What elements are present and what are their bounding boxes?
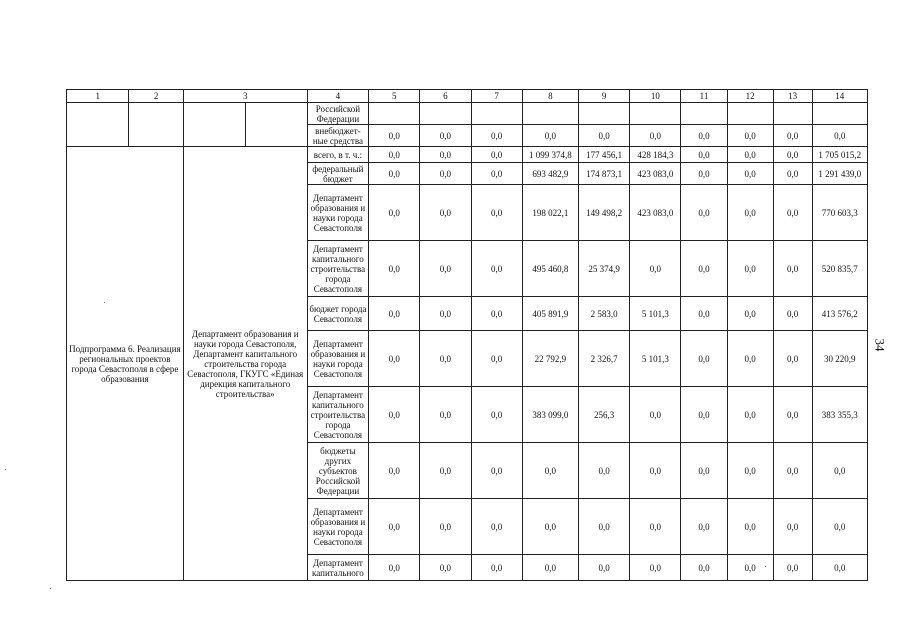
value-cell: 0,0	[773, 555, 812, 581]
value-cell: 0,0	[579, 499, 630, 555]
value-cell: 0,0	[471, 443, 522, 499]
value-cell: 423 083,0	[630, 185, 681, 241]
blank-cell	[183, 103, 245, 147]
value-cell	[579, 103, 630, 125]
value-cell: 0,0	[773, 387, 812, 443]
value-cell: 5 101,3	[630, 297, 681, 331]
value-cell: 0,0	[630, 241, 681, 297]
value-cell: 0,0	[681, 331, 727, 387]
value-cell: 0,0	[522, 555, 578, 581]
value-cell: 520 835,7	[812, 241, 867, 297]
value-cell: 0,0	[420, 499, 471, 555]
value-cell: 177 456,1	[579, 147, 630, 163]
value-cell: 0,0	[681, 147, 727, 163]
value-cell: 0,0	[420, 331, 471, 387]
value-cell: 0,0	[812, 499, 867, 555]
value-cell: 383 355,3	[812, 387, 867, 443]
funding-source: федеральный бюджет	[307, 163, 368, 185]
subprogram-name: Подпрограмма 6. Реализация региональных проектов города Севастополя в сфере образования	[67, 147, 184, 581]
header-cell: 9	[579, 90, 630, 103]
header-cell: 8	[522, 90, 578, 103]
value-cell: 0,0	[773, 125, 812, 147]
value-cell: 5 101,3	[630, 331, 681, 387]
value-cell: 0,0	[369, 555, 420, 581]
value-cell: 0,0	[727, 241, 773, 297]
value-cell: 0,0	[681, 297, 727, 331]
funding-source: Департамент капитального	[307, 555, 368, 581]
value-cell: 0,0	[727, 387, 773, 443]
value-cell	[773, 103, 812, 125]
value-cell: 0,0	[727, 125, 773, 147]
value-cell: 0,0	[681, 499, 727, 555]
value-cell: 0,0	[369, 297, 420, 331]
funding-source: Департамент образования и науки города Севастополя	[307, 499, 368, 555]
value-cell: 0,0	[773, 241, 812, 297]
funding-source: Российской Федерации	[307, 103, 368, 125]
header-cell: 12	[727, 90, 773, 103]
value-cell: 0,0	[681, 555, 727, 581]
funding-source: бюджеты других субъектов Российской Федерации	[307, 443, 368, 499]
value-cell: 0,0	[727, 443, 773, 499]
value-cell: 0,0	[630, 443, 681, 499]
value-cell: 0,0	[471, 185, 522, 241]
value-cell: 0,0	[579, 443, 630, 499]
value-cell: 0,0	[420, 125, 471, 147]
value-cell: 0,0	[579, 555, 630, 581]
value-cell: 0,0	[773, 185, 812, 241]
value-cell: 2 326,7	[579, 331, 630, 387]
value-cell	[420, 103, 471, 125]
value-cell: 0,0	[727, 331, 773, 387]
blank-cell	[129, 103, 183, 147]
value-cell: 0,0	[420, 147, 471, 163]
value-cell: 0,0	[420, 555, 471, 581]
value-cell: 0,0	[630, 555, 681, 581]
value-cell: 0,0	[727, 297, 773, 331]
value-cell: 0,0	[471, 241, 522, 297]
budget-table	[66, 89, 868, 581]
value-cell: 0,0	[727, 185, 773, 241]
header-cell: 6	[420, 90, 471, 103]
value-cell: 770 603,3	[812, 185, 867, 241]
value-cell: 0,0	[579, 125, 630, 147]
value-cell: 1 291 439,0	[812, 163, 867, 185]
value-cell: 0,0	[812, 555, 867, 581]
header-cell: 7	[471, 90, 522, 103]
value-cell: 0,0	[420, 297, 471, 331]
value-cell: 0,0	[727, 499, 773, 555]
value-cell: 0,0	[369, 125, 420, 147]
table-row	[67, 147, 868, 163]
value-cell: 0,0	[773, 331, 812, 387]
value-cell: 0,0	[630, 125, 681, 147]
value-cell	[369, 103, 420, 125]
header-cell: 4	[307, 90, 368, 103]
value-cell: 198 022,1	[522, 185, 578, 241]
header-row	[67, 90, 868, 103]
header-cell: 2	[129, 90, 183, 103]
value-cell: 0,0	[471, 499, 522, 555]
blank-cell	[246, 103, 307, 147]
value-cell: 0,0	[727, 555, 773, 581]
value-cell: 0,0	[681, 125, 727, 147]
header-cell: 13	[773, 90, 812, 103]
funding-source: Департамент капитального строительства города Севастополя	[307, 241, 368, 297]
page-number: 34	[872, 338, 888, 352]
value-cell: 693 482,9	[522, 163, 578, 185]
header-cell: 11	[681, 90, 727, 103]
value-cell: 149 498,2	[579, 185, 630, 241]
header-cell: 14	[812, 90, 867, 103]
value-cell	[812, 103, 867, 125]
funding-source: бюджет города Севастополя	[307, 297, 368, 331]
value-cell: 0,0	[727, 147, 773, 163]
value-cell: 0,0	[471, 387, 522, 443]
value-cell: 0,0	[681, 185, 727, 241]
value-cell: 0,0	[369, 387, 420, 443]
value-cell: 423 083,0	[630, 163, 681, 185]
value-cell: 0,0	[522, 443, 578, 499]
value-cell: 0,0	[773, 163, 812, 185]
value-cell: 0,0	[369, 185, 420, 241]
blank-cell	[67, 103, 129, 147]
value-cell: 0,0	[681, 241, 727, 297]
value-cell: 0,0	[630, 499, 681, 555]
value-cell: 0,0	[420, 241, 471, 297]
value-cell: 0,0	[420, 163, 471, 185]
value-cell: 30 220,9	[812, 331, 867, 387]
value-cell: 25 374,9	[579, 241, 630, 297]
value-cell: 413 576,2	[812, 297, 867, 331]
value-cell: 0,0	[369, 163, 420, 185]
value-cell: 0,0	[471, 297, 522, 331]
value-cell: 0,0	[812, 125, 867, 147]
value-cell: 0,0	[369, 499, 420, 555]
value-cell: 428 184,3	[630, 147, 681, 163]
value-cell: 495 460,8	[522, 241, 578, 297]
value-cell: 0,0	[681, 387, 727, 443]
executor-name: Департамент образования и науки города Севастополя, Департамент капитального строительства города Севастополя, ГКУГС «Единая дирекция капитального строительства»	[183, 147, 307, 581]
funding-source: внебюджет-ные средства	[307, 125, 368, 147]
value-cell: 1 705 015,2	[812, 147, 867, 163]
value-cell: 0,0	[773, 443, 812, 499]
value-cell	[630, 103, 681, 125]
value-cell: 0,0	[471, 331, 522, 387]
header-cell: 10	[630, 90, 681, 103]
value-cell	[727, 103, 773, 125]
funding-source: Департамент образования и науки города Севастополя	[307, 331, 368, 387]
value-cell: 0,0	[773, 499, 812, 555]
value-cell: 405 891,9	[522, 297, 578, 331]
header-cell: 1	[67, 90, 129, 103]
value-cell: 0,0	[369, 241, 420, 297]
funding-source: Департамент капитального строительства города Севастополя	[307, 387, 368, 443]
value-cell: 0,0	[420, 443, 471, 499]
value-cell: 0,0	[812, 443, 867, 499]
value-cell: 22 792,9	[522, 331, 578, 387]
header-cell: 5	[369, 90, 420, 103]
value-cell	[471, 103, 522, 125]
table-row	[67, 103, 868, 125]
value-cell: 0,0	[420, 387, 471, 443]
value-cell: 0,0	[369, 331, 420, 387]
value-cell: 1 099 374,8	[522, 147, 578, 163]
value-cell: 0,0	[420, 185, 471, 241]
value-cell: 0,0	[522, 499, 578, 555]
value-cell: 383 099,0	[522, 387, 578, 443]
value-cell	[681, 103, 727, 125]
value-cell: 0,0	[773, 297, 812, 331]
value-cell: 0,0	[727, 163, 773, 185]
value-cell: 0,0	[681, 163, 727, 185]
value-cell: 256,3	[579, 387, 630, 443]
header-cell: 3	[183, 90, 307, 103]
value-cell: 0,0	[630, 387, 681, 443]
value-cell: 0,0	[369, 147, 420, 163]
value-cell: 0,0	[471, 147, 522, 163]
value-cell: 0,0	[681, 443, 727, 499]
value-cell: 0,0	[369, 443, 420, 499]
value-cell: 0,0	[471, 555, 522, 581]
value-cell	[522, 103, 578, 125]
funding-source: Департамент образования и науки города Севастополя	[307, 185, 368, 241]
value-cell: 0,0	[522, 125, 578, 147]
value-cell: 0,0	[773, 147, 812, 163]
value-cell: 2 583,0	[579, 297, 630, 331]
value-cell: 0,0	[471, 125, 522, 147]
funding-source: всего, в т. ч.:	[307, 147, 368, 163]
value-cell: 0,0	[471, 163, 522, 185]
value-cell: 174 873,1	[579, 163, 630, 185]
